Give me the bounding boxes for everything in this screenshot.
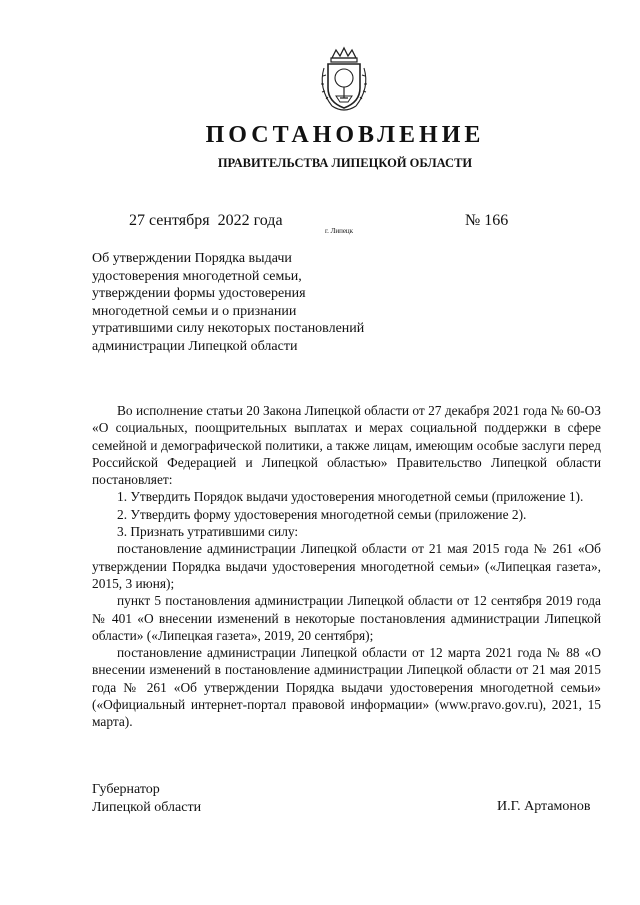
document-body <box>92 402 601 731</box>
subject-line: администрации Липецкой области <box>92 338 298 354</box>
document-title: ПОСТАНОВЛЕНИЕ <box>205 122 485 148</box>
subject-line: утверждении формы удостоверения <box>92 286 306 301</box>
subject-line: многодетной семьи и о признании <box>92 303 297 319</box>
document-subtitle: ПРАВИТЕЛЬСТВА ЛИПЕЦКОЙ ОБЛАСТИ <box>217 156 473 170</box>
body-paragraph: 1. Утвердить Порядок выдачи удостоверения многодетной семьи (приложение 1). <box>117 489 584 505</box>
document-number: № 166 <box>465 212 509 229</box>
body-paragraph: постановление администрации Липецкой области от 21 мая 2015 года № 261 «Об утверждении Порядка выдачи удостоверения многодетной семьи» («Липецкая газета», 2015, 3 июня); <box>92 541 601 591</box>
subject-line: Об утверждении Порядка выдачи <box>92 251 292 266</box>
signatory-title <box>92 781 201 817</box>
body-paragraph: Во исполнение статьи 20 Закона Липецкой области от 27 декабря 2021 года № 60-ОЗ «О социальных, поощрительных выплатах и мерах социальной поддержки в сфере семейной и демографической политики, а также лицам, имеющим особые заслуги перед Российской Федерацией и Липецкой областью» Правительство Липецкой области постановляет: <box>92 403 601 488</box>
body-paragraph: 2. Утвердить форму удостоверения многодетной семьи (приложение 2). <box>117 506 527 522</box>
document-subject <box>92 250 422 355</box>
signatory-title-line: Липецкой области <box>92 800 202 815</box>
subject-line: утратившими силу некоторых постановлений <box>92 321 365 336</box>
body-paragraph: постановление администрации Липецкой области от 12 марта 2021 года № 88 «О внесении изменений в постановление администрации Липецкой области от 21 мая 2015 года № 261 «Об утверждении Порядка выдачи удостоверения многодетной семьи» («Официальный интернет-портал правовой информации» (www.pravo.gov.ru), 2021, 15 марта). <box>92 645 601 730</box>
document-city: г. Липецк <box>325 227 354 235</box>
subject-line: удостоверения многодетной семьи, <box>92 268 302 284</box>
document-date: 27 сентября 2022 года <box>129 212 283 229</box>
body-paragraph: пункт 5 постановления администрации Липецкой области от 12 сентября 2019 года № 401 «О внесении изменений в некоторые постановления администрации Липецкой области» («Липецкая газета», 2019, 20 сентября); <box>92 593 601 643</box>
coat-of-arms-icon <box>314 46 374 116</box>
signatory-title-line: Губернатор <box>92 782 160 797</box>
signatory-name: И.Г. Артамонов <box>497 799 591 814</box>
body-paragraph: 3. Признать утратившими силу: <box>117 524 299 540</box>
